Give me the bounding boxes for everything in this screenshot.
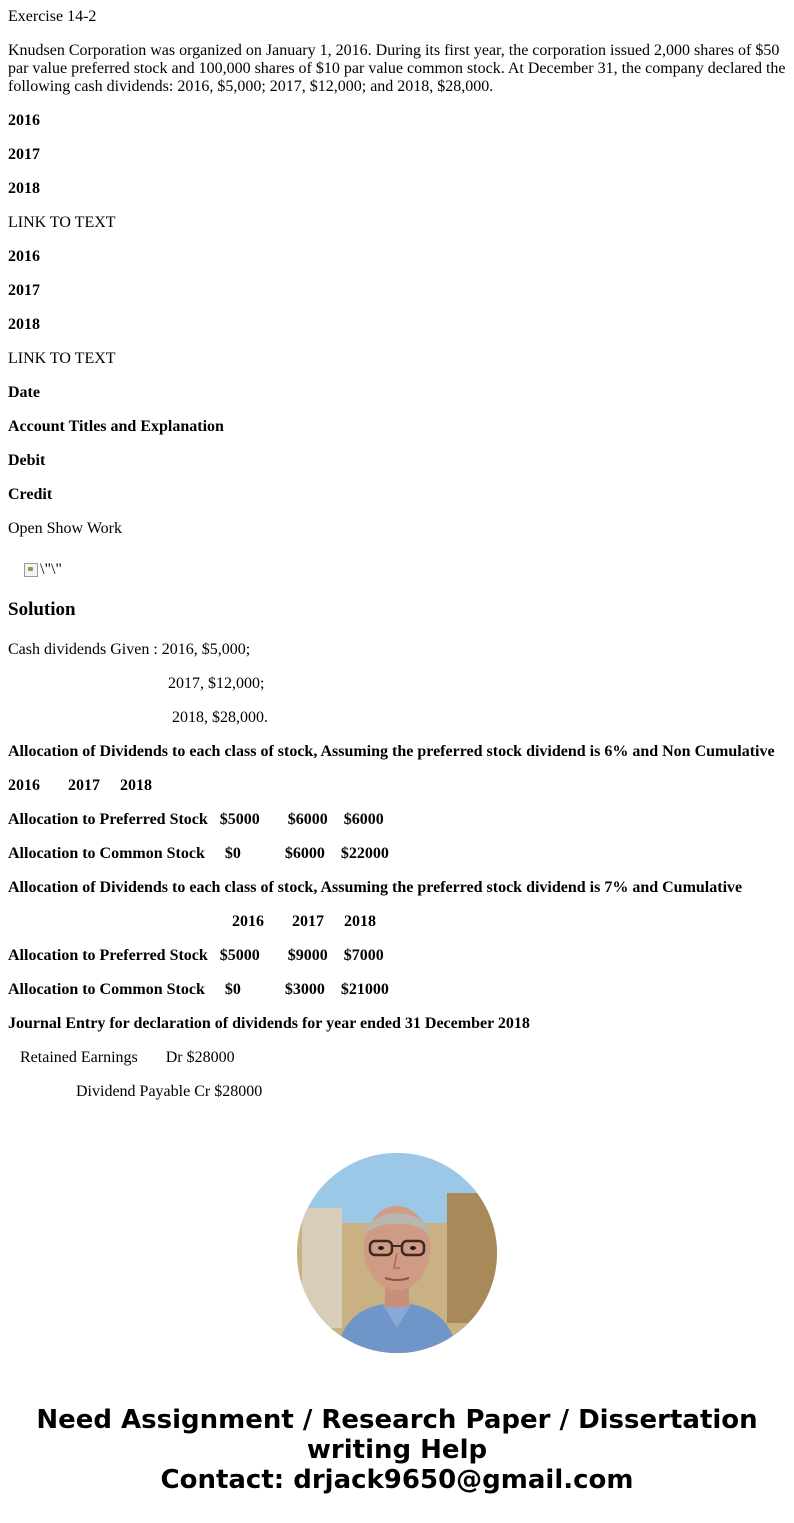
journal-header-credit: Credit <box>8 486 53 503</box>
footer-line: Need Assignment / Research Paper / Dissertation <box>36 1405 758 1435</box>
cash-dividends-line: 2018, $28,000. <box>172 709 268 726</box>
noncumulative-preferred-row: Allocation to Preferred Stock $5000 $6000 $6000 <box>8 811 384 828</box>
journal-entry-line: Dividend Payable Cr $28000 <box>76 1083 263 1100</box>
open-show-work-link[interactable]: Open Show Work <box>8 520 122 537</box>
cash-dividends-line: Cash dividends Given : 2016, $5,000; <box>8 641 251 658</box>
author-portrait <box>297 1153 497 1353</box>
cash-dividends-line: 2017, $12,000; <box>168 675 265 692</box>
footer-line: writing Help <box>306 1435 488 1465</box>
footer-contact-email[interactable]: Contact: drjack9650@gmail.com <box>160 1465 634 1495</box>
contact-footer <box>0 1405 794 1495</box>
broken-image-alt: \"\" <box>40 561 62 578</box>
broken-image <box>24 562 786 578</box>
cumulative-common-row: Allocation to Common Stock $0 $3000 $21000 <box>8 981 389 998</box>
cumulative-preferred-row: Allocation to Preferred Stock $5000 $9000 $7000 <box>8 947 384 964</box>
journal-header-account: Account Titles and Explanation <box>8 418 224 435</box>
author-avatar <box>297 1153 497 1353</box>
noncumulative-heading: Allocation of Dividends to each class of stock, Assuming the preferred stock dividend is 6% and Non Cumulative <box>8 743 775 760</box>
cumulative-heading: Allocation of Dividends to each class of stock, Assuming the preferred stock dividend is 7% and Cumulative <box>8 879 743 896</box>
year-label: 2018 <box>8 316 40 333</box>
journal-entry-line: Retained Earnings Dr $28000 <box>20 1049 235 1066</box>
noncumulative-common-row: Allocation to Common Stock $0 $6000 $22000 <box>8 845 389 862</box>
year-label: 2017 <box>8 282 40 299</box>
year-label: 2018 <box>8 180 40 197</box>
link-to-text[interactable]: LINK TO TEXT <box>8 214 116 231</box>
year-label: 2017 <box>8 146 40 163</box>
broken-image-icon <box>24 563 38 577</box>
noncumulative-years-row: 2016 2017 2018 <box>8 777 152 794</box>
journal-header-debit: Debit <box>8 452 46 469</box>
year-label: 2016 <box>8 248 40 265</box>
exercise-title: Exercise 14-2 <box>8 8 97 25</box>
cumulative-years-row: 2016 2017 2018 <box>232 913 376 930</box>
journal-header-date: Date <box>8 384 40 401</box>
year-label: 2016 <box>8 112 40 129</box>
journal-entry-heading: Journal Entry for declaration of dividends for year ended 31 December 2018 <box>8 1015 530 1032</box>
problem-text: Knudsen Corporation was organized on January 1, 2016. During its first year, the corporation issued 2,000 shares of $50 par value preferred stock and 100,000 shares of $10 par value common stock. At December 31, the company declared the following cash dividends: 2016, $5,000; 2017, $12,000; and 2018, $28,000. <box>8 42 786 95</box>
solution-heading: Solution <box>8 599 76 620</box>
link-to-text[interactable]: LINK TO TEXT <box>8 350 116 367</box>
